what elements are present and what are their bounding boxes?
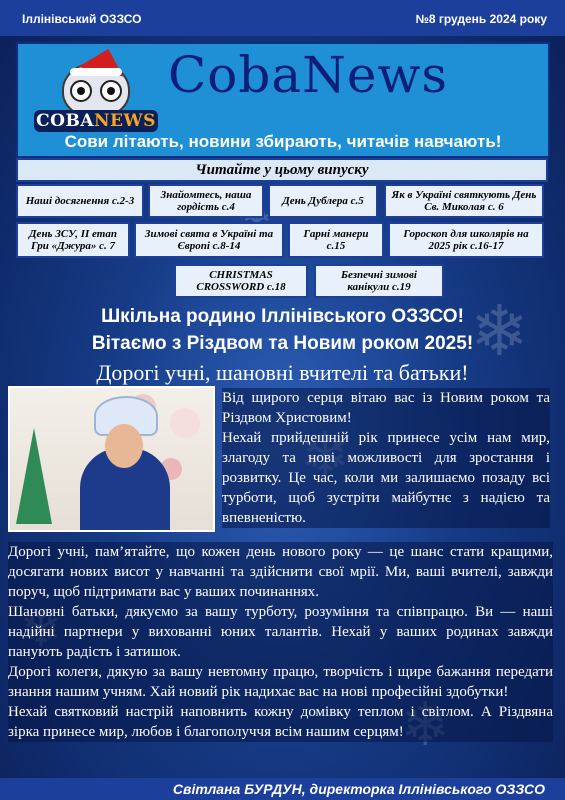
snowflake-icon: ❄: [470, 290, 529, 372]
headline-school: Шкільна родино Іллінівського ОЗЗСО!: [101, 306, 464, 327]
christmas-tree-icon: [16, 428, 52, 524]
paragraph: Нехай святковий настрій наповнить кожну домівку теплом і світлом. А Різдвяна зірка принесе мир, любов і благополуччя всім нашим серцям!: [8, 704, 553, 740]
masthead: [16, 42, 550, 158]
toc-item[interactable]: Гарні манери с.15: [288, 222, 384, 258]
toc-item[interactable]: Гороскоп для школярів на 2025 рік с.16-17: [388, 222, 544, 258]
toc-item[interactable]: Наші досягнення с.2-3: [16, 184, 144, 218]
toc-item[interactable]: CHRISTMAS CROSSWORD с.18: [174, 264, 308, 298]
contents-title: Читайте у цьому випуску: [16, 158, 548, 182]
paragraph: Шановні батьки, дякуємо за вашу турботу, розуміння та співпрацю. Ви — наші надійні партнери у вихованні юних талантів. Нехай у ваших родинах завжди панують радість і затишок.: [8, 604, 553, 660]
issue-number: №8 грудень 2024 року: [415, 12, 547, 26]
paragraph: Дорогі колеги, дякую за вашу невтомну працю, творчість і щире бажання передати знання нашим учням. Хай новий рік надихає вас на нові професійні здобутки!: [8, 664, 553, 700]
school-name: Іллінівський ОЗЗСО: [22, 12, 142, 26]
paragraph: Від щирого серця вітаю вас із Новим роком та Різдвом Христовим!: [222, 390, 550, 426]
director-photo: [8, 386, 215, 532]
toc-item[interactable]: Знайомтесь, наша гордість с.4: [148, 184, 264, 218]
toc-item[interactable]: День ЗСУ, ІІ етап Гри «Джура» с. 7: [16, 222, 130, 258]
newspaper-title: CobaNews: [168, 46, 448, 104]
signature: Світлана БУРДУН, директорка Іллінівського ОЗЗСО: [0, 778, 565, 800]
headline-congrats: Вітаємо з Різдвом та Новим роком 2025!: [91, 333, 474, 354]
greeting: Дорогі учні, шановні вчителі та батьки!: [96, 360, 469, 385]
article-column: [222, 388, 550, 528]
paragraph: Нехай прийдешній рік принесе усім нам мир, злагоду та нові можливості для зростання і розвитку. Це час, коли ми залишаємо позаду всі турботи, щоб зустріти майбутнє з надією та впевненістю.: [222, 430, 550, 526]
top-bar: [0, 0, 565, 36]
owl-logo: [24, 48, 164, 131]
tagline: Сови літають, новини збирають, читачів навчають!: [24, 132, 542, 154]
paragraph: Дорогі учні, пам’ятайте, що кожен день нового року — це шанс стати кращими, досягати нових висот у навчанні та здійснити свої мрії. Ми, ваші вчителі, завжди поруч, щоб підтримати вас у ваших починаннях.: [8, 544, 553, 600]
toc-item[interactable]: Безпечні зимові канікули с.19: [314, 264, 444, 298]
toc-item[interactable]: День Дублера с.5: [268, 184, 378, 218]
toc-item[interactable]: Зимові свята в Україні та Європі с.8-14: [134, 222, 284, 258]
article-body: [8, 542, 553, 742]
logo-wordmark: COBANEWS: [34, 110, 158, 132]
toc-item[interactable]: Як в Україні святкують День Св. Миколая с. 6: [384, 184, 544, 218]
